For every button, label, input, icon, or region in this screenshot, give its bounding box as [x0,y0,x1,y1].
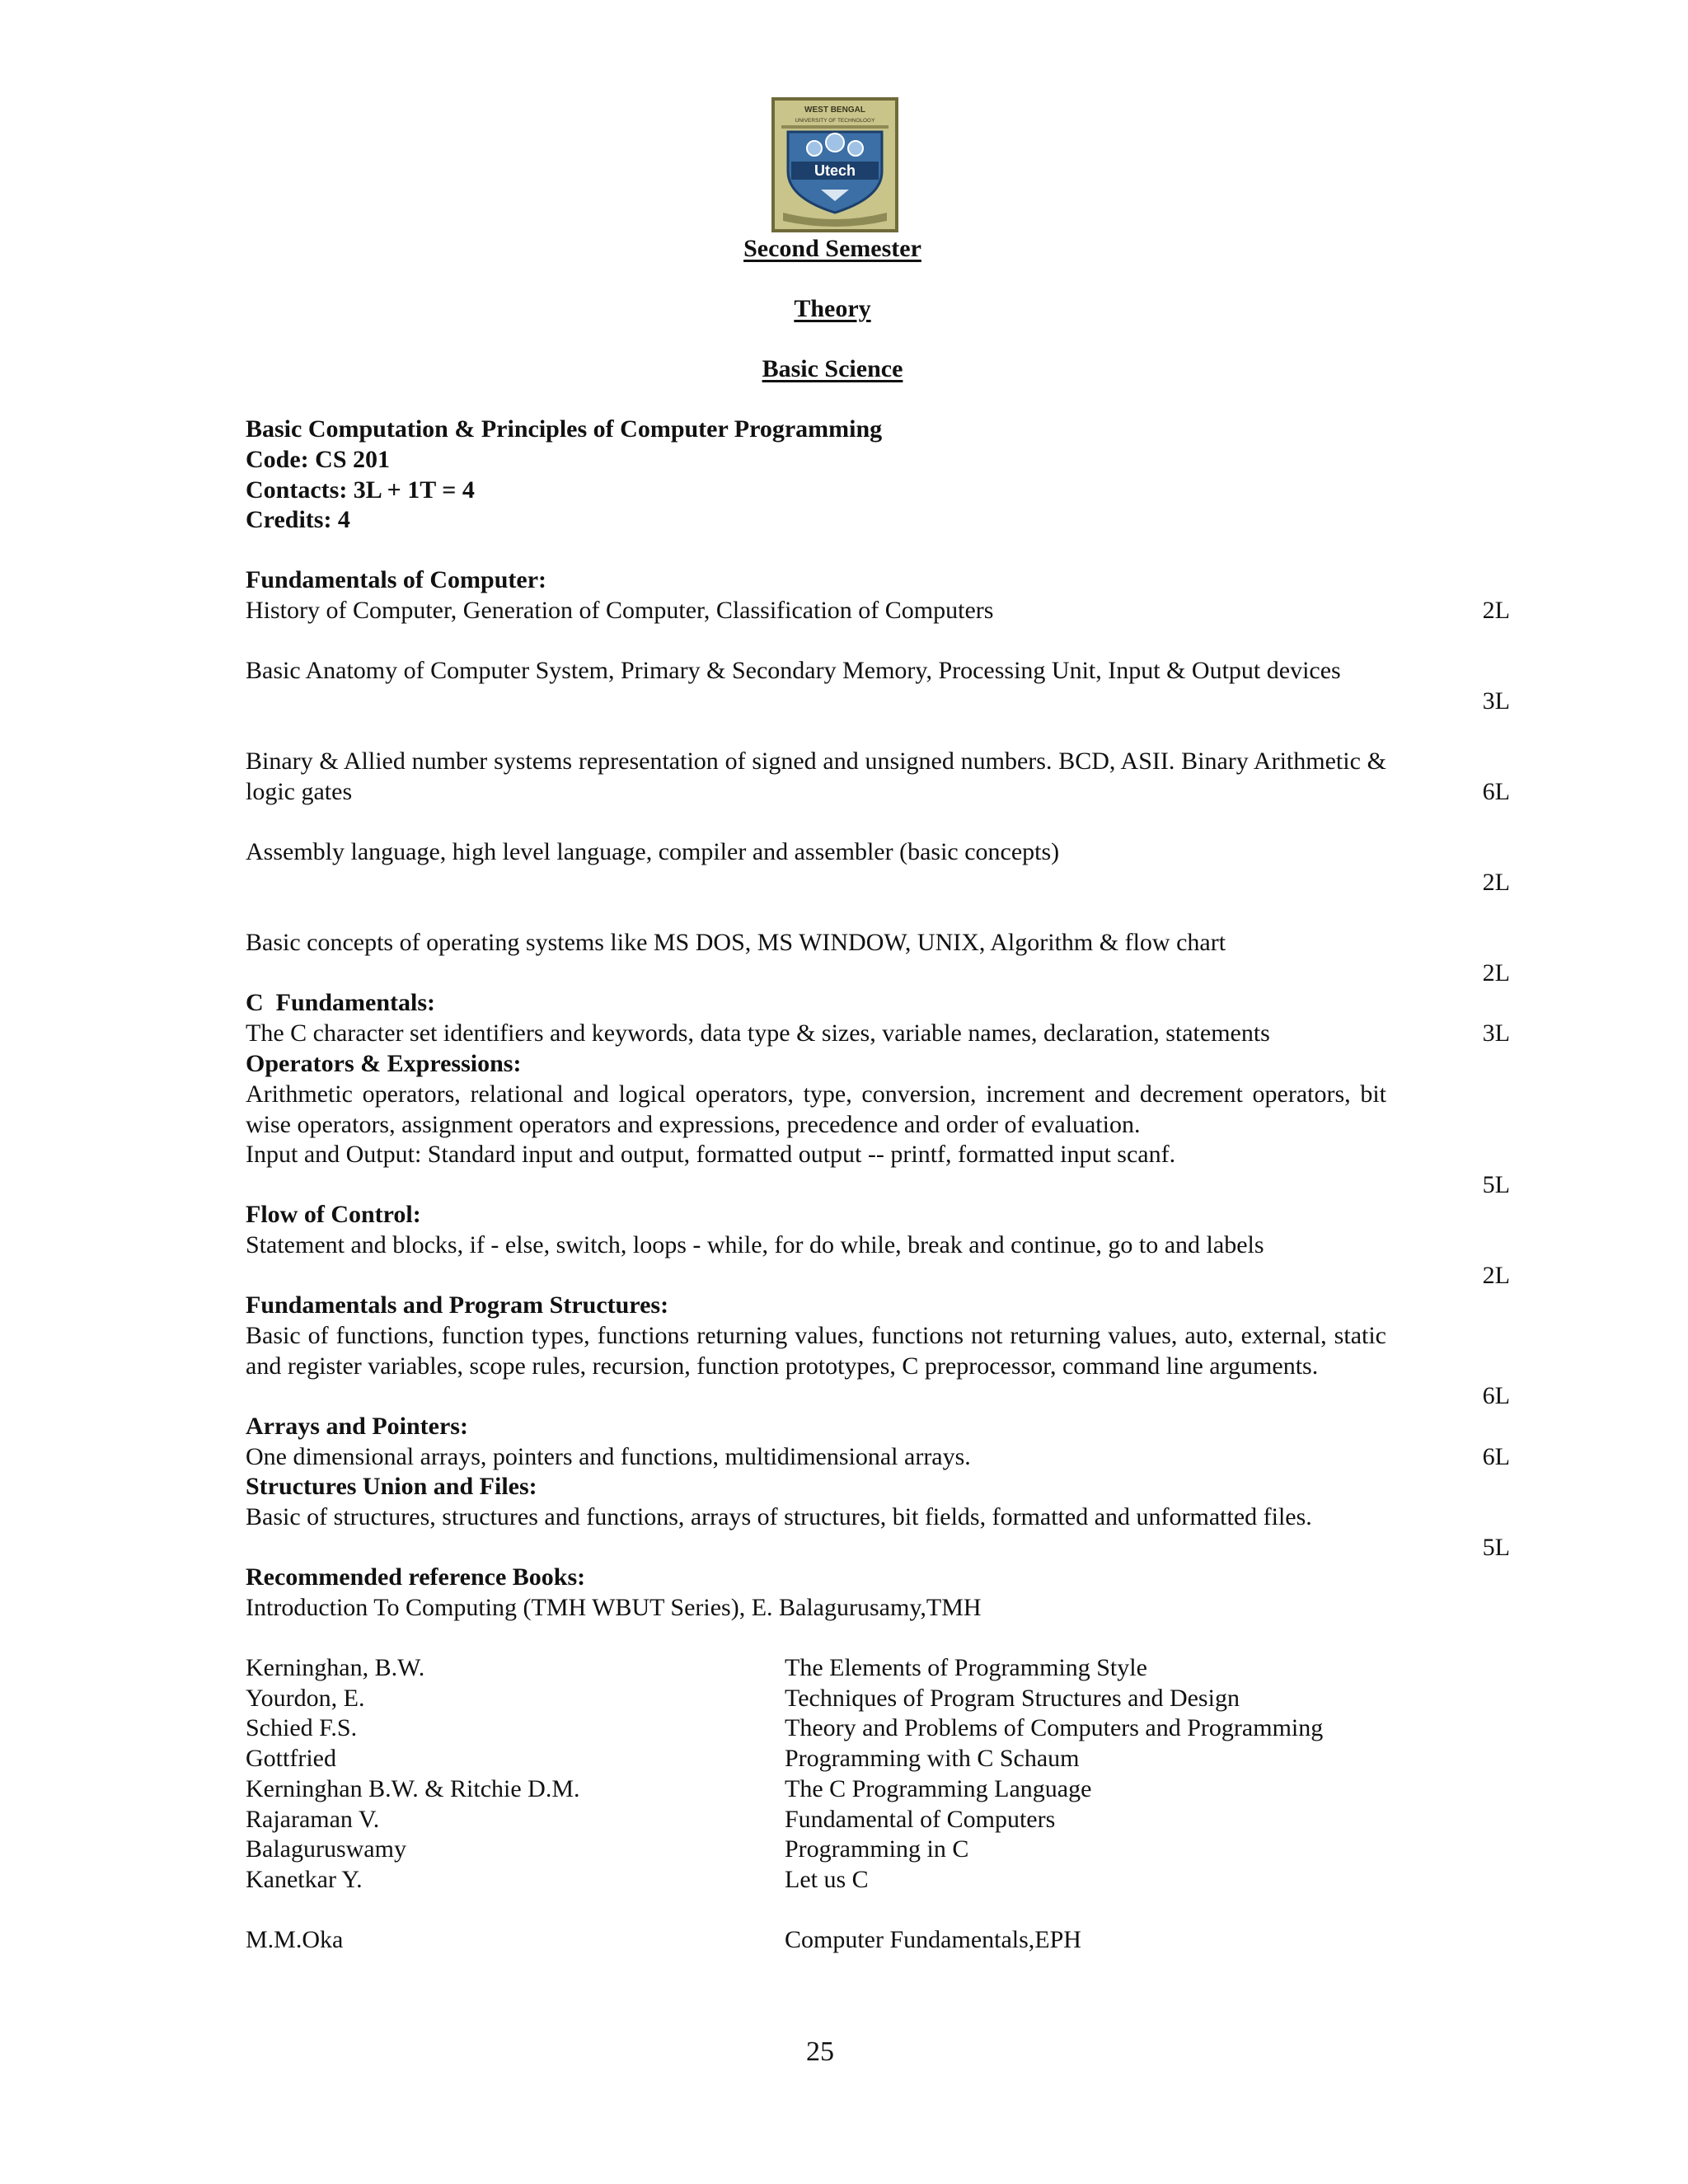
fund-2-hours: 3L [1482,687,1510,715]
fund-4-hours: 2L [1482,869,1510,896]
fund-3-hours: 6L [1482,778,1510,805]
semester-heading: Second Semester [743,235,921,262]
utech-logo-emblem [771,97,898,232]
arrays-hours: 6L [1482,1443,1510,1470]
reference-title: Theory and Problems of Computers and Programming [785,1714,1324,1741]
reference-title: Let us C [785,1866,869,1893]
arrays-heading: Arrays and Pointers: [246,1413,468,1440]
c-fundamentals-hours: 3L [1482,1019,1510,1047]
reference-title: Programming in C [785,1835,969,1863]
course-credits: Credits: 4 [246,506,350,533]
fund-1-hours: 2L [1482,597,1510,624]
reference-author: Kerninghan, B.W. [246,1654,425,1681]
reference-title: The C Programming Language [785,1775,1092,1802]
fund-5-hours: 2L [1482,959,1510,987]
fund-2-text: Basic Anatomy of Computer System, Primary & Secondary Memory, Processing Unit, Input & Output devices [246,657,1341,684]
arrays-text: One dimensional arrays, pointers and functions, multidimensional arrays. [246,1443,971,1470]
program-structures-heading: Fundamentals and Program Structures: [246,1291,669,1319]
reference-author: Kanetkar Y. [246,1866,363,1893]
files-text: Basic of structures, structures and functions, arrays of structures, bit fields, formatted and unformatted files. [246,1503,1312,1530]
references-intro: Introduction To Computing (TMH WBUT Series), E. Balagurusamy,TMH [246,1594,982,1621]
university-logo [771,97,898,232]
logo-text-sub: UNIVERSITY OF TECHNOLOGY [795,118,875,124]
fund-1-text: History of Computer, Generation of Computer, Classification of Computers [246,597,994,624]
fund-4-text: Assembly language, high level language, compiler and assembler (basic concepts) [246,838,1060,865]
reference-author: Kerninghan B.W. & Ritchie D.M. [246,1775,580,1802]
page-number: 25 [806,2036,834,2067]
course-contacts: Contacts: 3L + 1T = 4 [246,476,475,504]
reference-author: M.M.Oka [246,1926,344,1953]
operators-heading: Operators & Expressions: [246,1050,522,1077]
flow-heading: Flow of Control: [246,1201,421,1228]
theory-heading: Theory [794,295,871,322]
reference-author: Gottfried [246,1745,336,1772]
reference-author: Yourdon, E. [246,1685,365,1712]
course-code: Code: CS 201 [246,446,391,473]
operators-text: Arithmetic operators, relational and logical operators, type, conversion, increment and decrement operators, bit wise operators, assignment operators and expressions, precedence and order of evaluation. [246,1080,1386,1138]
program-structures-text: Basic of functions, function types, functions returning values, functions not returning values, auto, external, static and register variables, scope rules, recursion, function prototypes, C preprocessor, command line arguments. [246,1322,1386,1380]
flow-text: Statement and blocks, if - else, switch, loops - while, for do while, break and continue, go to and labels [246,1231,1264,1258]
reference-title: The Elements of Programming Style [785,1654,1147,1681]
logo-text-top: WEST BENGAL [804,105,865,115]
fund-5-text: Basic concepts of operating systems like MS DOS, MS WINDOW, UNIX, Algorithm & flow chart [246,929,1226,956]
reference-title: Techniques of Program Structures and Design [785,1685,1240,1712]
reference-author: Balaguruswamy [246,1835,406,1863]
c-fundamentals-heading: C Fundamentals: [246,989,436,1016]
references-heading: Recommended reference Books: [246,1563,586,1591]
fund-3-text: Binary & Allied number systems representation of signed and unsigned numbers. BCD, ASII. Binary Arithmetic & logic gates [246,748,1386,805]
reference-title: Computer Fundamentals,EPH [785,1926,1081,1953]
reference-author: Schied F.S. [246,1714,358,1741]
reference-title: Programming with C Schaum [785,1745,1080,1772]
reference-title: Fundamental of Computers [785,1806,1056,1833]
reference-author: Rajaraman V. [246,1806,380,1833]
files-heading: Structures Union and Files: [246,1473,537,1500]
program-structures-hours: 6L [1482,1382,1510,1409]
logo-banner-text: Utech [814,162,856,179]
fundamentals-heading: Fundamentals of Computer: [246,566,546,593]
operators-hours: 5L [1482,1171,1510,1198]
input-output-text: Input and Output: Standard input and output, formatted output -- printf, formatted input scanf. [246,1141,1176,1168]
c-fundamentals-text: The C character set identifiers and keywords, data type & sizes, variable names, declaration, statements [246,1019,1270,1047]
flow-hours: 2L [1482,1262,1510,1289]
basic-science-heading: Basic Science [762,355,903,382]
course-title: Basic Computation & Principles of Computer Programming [246,415,883,443]
files-hours: 5L [1482,1534,1510,1561]
